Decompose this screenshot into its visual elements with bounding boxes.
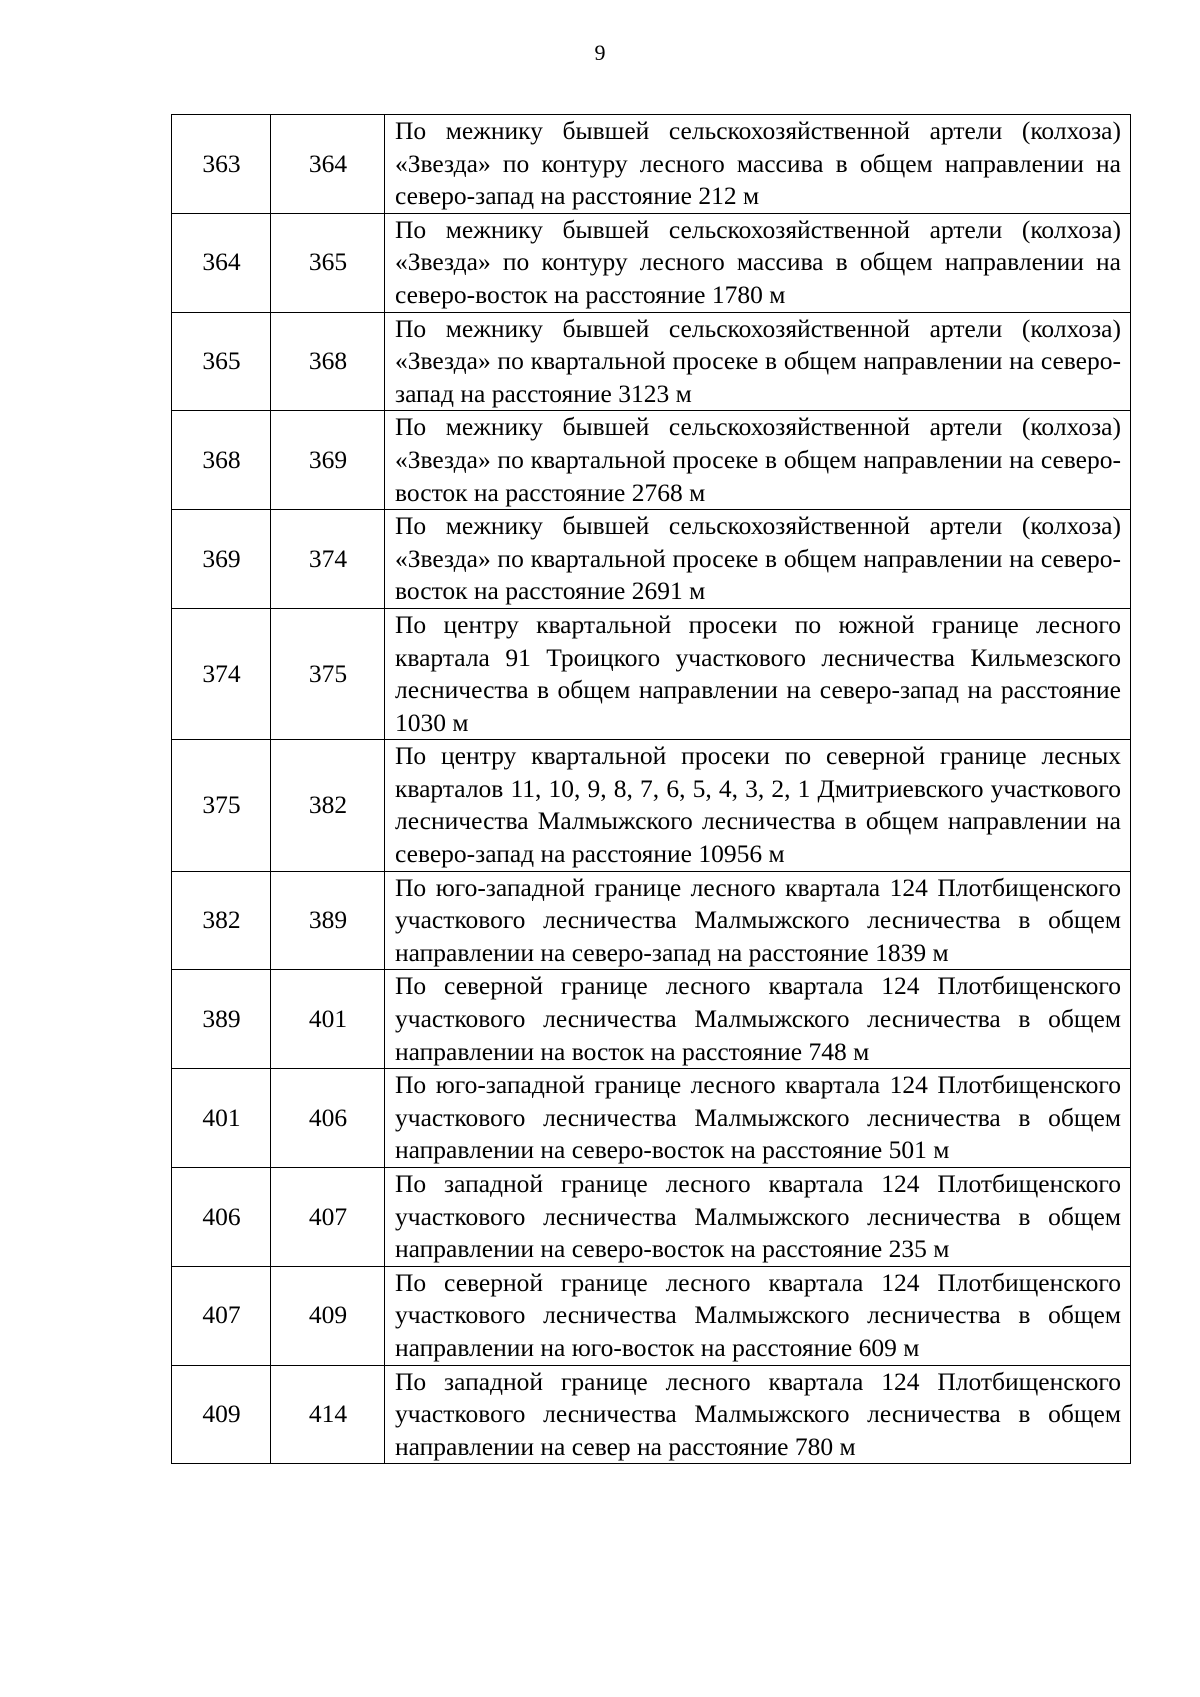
page-number: 9 (594, 40, 606, 65)
boundary-description-cell: По северной границе лесного квартала 124 Плотбищенского участкового лесничества Малмыжского лесничества в общем направлении на восток на расстояние 748 м (385, 970, 1131, 1069)
to-point-cell: 414 (271, 1365, 385, 1464)
from-point-cell: 409 (172, 1365, 271, 1464)
boundary-description-cell: По межнику бывшей сельскохозяйственной артели (колхоза) «Звезда» по контуру лесного массива в общем направлении на северо-восток на расстояние 1780 м (385, 213, 1131, 312)
to-point-cell: 401 (271, 970, 385, 1069)
to-point-cell: 389 (271, 871, 385, 970)
boundary-description-cell: По межнику бывшей сельскохозяйственной артели (колхоза) «Звезда» по квартальной просеке в общем направлении на северо-запад на расстояние 3123 м (385, 312, 1131, 411)
boundary-description-cell: По межнику бывшей сельскохозяйственной артели (колхоза) «Звезда» по квартальной просеке в общем направлении на северо-восток на расстояние 2691 м (385, 510, 1131, 609)
table-row (172, 510, 1131, 609)
table-row (172, 970, 1131, 1069)
from-point-cell: 382 (172, 871, 271, 970)
from-point-cell: 365 (172, 312, 271, 411)
table-row (172, 1069, 1131, 1168)
boundary-description-cell: По западной границе лесного квартала 124 Плотбищенского участкового лесничества Малмыжского лесничества в общем направлении на северо-восток на расстояние 235 м (385, 1168, 1131, 1267)
from-point-cell: 369 (172, 510, 271, 609)
to-point-cell: 382 (271, 740, 385, 871)
table-body (172, 115, 1131, 1464)
from-point-cell: 406 (172, 1168, 271, 1267)
table-row (172, 411, 1131, 510)
table-row (172, 1365, 1131, 1464)
table-row (172, 312, 1131, 411)
boundary-description-table (171, 114, 1131, 1464)
table-row (172, 1168, 1131, 1267)
from-point-cell: 368 (172, 411, 271, 510)
boundary-description-cell: По межнику бывшей сельскохозяйственной артели (колхоза) «Звезда» по контуру лесного массива в общем направлении на северо-запад на расстояние 212 м (385, 115, 1131, 214)
from-point-cell: 374 (172, 608, 271, 739)
from-point-cell: 363 (172, 115, 271, 214)
from-point-cell: 407 (172, 1266, 271, 1365)
to-point-cell: 406 (271, 1069, 385, 1168)
table-row (172, 740, 1131, 871)
table-row (172, 871, 1131, 970)
boundary-description-cell: По юго-западной границе лесного квартала 124 Плотбищенского участкового лесничества Малмыжского лесничества в общем направлении на северо-восток на расстояние 501 м (385, 1069, 1131, 1168)
boundary-description-cell: По межнику бывшей сельскохозяйственной артели (колхоза) «Звезда» по квартальной просеке в общем направлении на северо-восток на расстояние 2768 м (385, 411, 1131, 510)
to-point-cell: 368 (271, 312, 385, 411)
boundary-description-cell: По юго-западной границе лесного квартала 124 Плотбищенского участкового лесничества Малмыжского лесничества в общем направлении на северо-запад на расстояние 1839 м (385, 871, 1131, 970)
boundary-description-cell: По западной границе лесного квартала 124 Плотбищенского участкового лесничества Малмыжского лесничества в общем направлении на север на расстояние 780 м (385, 1365, 1131, 1464)
from-point-cell: 389 (172, 970, 271, 1069)
table-row (172, 213, 1131, 312)
to-point-cell: 365 (271, 213, 385, 312)
to-point-cell: 375 (271, 608, 385, 739)
table-row (172, 115, 1131, 214)
to-point-cell: 364 (271, 115, 385, 214)
boundary-description-cell: По центру квартальной просеки по северной границе лесных кварталов 11, 10, 9, 8, 7, 6, 5, 4, 3, 2, 1 Дмитриевского участкового лесничества Малмыжского лесничества в общем направлении на северо-запад на расстояние 10956 м (385, 740, 1131, 871)
to-point-cell: 374 (271, 510, 385, 609)
to-point-cell: 369 (271, 411, 385, 510)
to-point-cell: 407 (271, 1168, 385, 1267)
from-point-cell: 401 (172, 1069, 271, 1168)
boundary-description-cell: По северной границе лесного квартала 124 Плотбищенского участкового лесничества Малмыжского лесничества в общем направлении на юго-восток на расстояние 609 м (385, 1266, 1131, 1365)
from-point-cell: 375 (172, 740, 271, 871)
to-point-cell: 409 (271, 1266, 385, 1365)
from-point-cell: 364 (172, 213, 271, 312)
table-row (172, 1266, 1131, 1365)
boundary-description-cell: По центру квартальной просеки по южной границе лесного квартала 91 Троицкого участкового лесничества Кильмезского лесничества в общем направлении на северо-запад на расстояние 1030 м (385, 608, 1131, 739)
table-row (172, 608, 1131, 739)
